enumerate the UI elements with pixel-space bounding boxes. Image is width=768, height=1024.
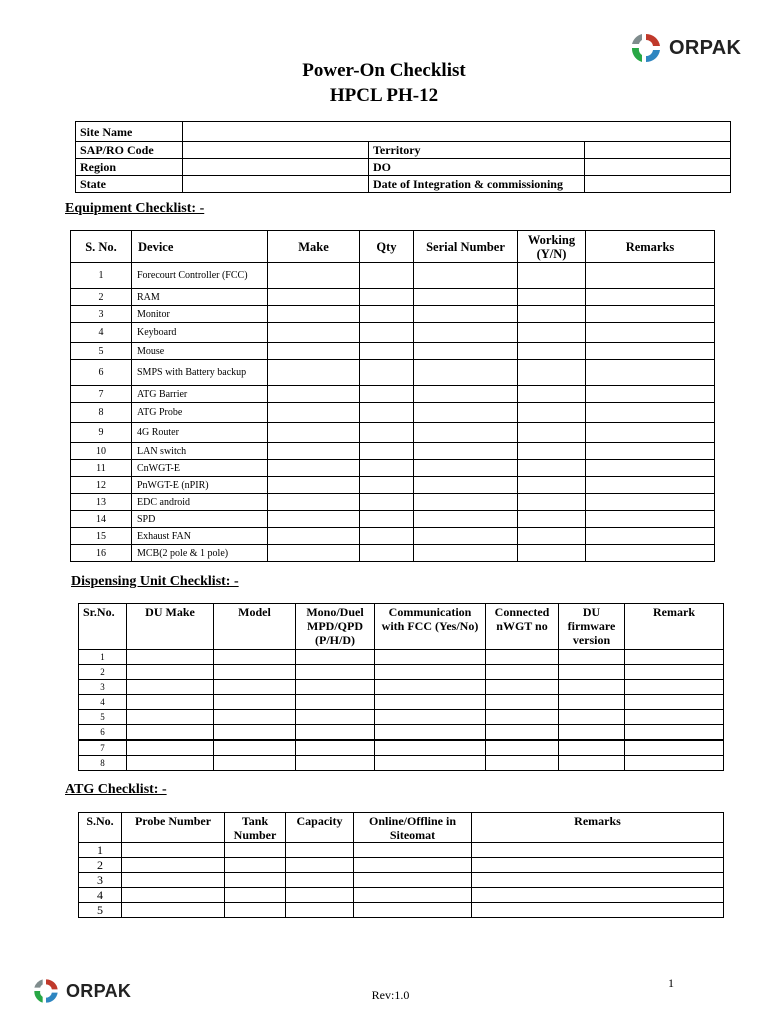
- logo-text: ORPAK: [669, 36, 742, 59]
- du-mono-cell[interactable]: [296, 680, 375, 695]
- eq-remarks-cell[interactable]: [586, 403, 715, 423]
- eq-col-remarks: Remarks: [586, 231, 715, 263]
- eq-serial-cell[interactable]: [414, 289, 518, 306]
- eq-remarks-cell[interactable]: [586, 323, 715, 343]
- du-mono-cell[interactable]: [296, 650, 375, 665]
- atg-table: [78, 812, 724, 918]
- du-make-cell[interactable]: [127, 725, 214, 741]
- du-communication-cell[interactable]: [375, 756, 486, 771]
- eq-sno-cell: 14: [71, 511, 132, 528]
- du-model-cell[interactable]: [214, 756, 296, 771]
- du-make-cell[interactable]: [127, 665, 214, 680]
- eq-make-cell[interactable]: [268, 545, 360, 562]
- eq-serial-cell[interactable]: [414, 423, 518, 443]
- site-info-table: [75, 121, 731, 193]
- eq-serial-cell[interactable]: [414, 386, 518, 403]
- du-col-remark: Remark: [625, 604, 724, 650]
- du-remark-cell[interactable]: [625, 756, 724, 771]
- du-remark-cell[interactable]: [625, 710, 724, 725]
- territory-label: Territory: [369, 142, 585, 159]
- du-nwgt-cell[interactable]: [486, 756, 559, 771]
- du-model-cell[interactable]: [214, 665, 296, 680]
- atg-tank-cell[interactable]: [225, 903, 286, 918]
- du-mono-cell[interactable]: [296, 710, 375, 725]
- eq-sno-cell: 12: [71, 477, 132, 494]
- atg-remarks-cell[interactable]: [472, 843, 724, 858]
- eq-make-cell[interactable]: [268, 528, 360, 545]
- eq-make-cell[interactable]: [268, 511, 360, 528]
- eq-device-cell: Monitor: [132, 306, 268, 323]
- eq-working-cell[interactable]: [518, 477, 586, 494]
- eq-qty-cell[interactable]: [360, 528, 414, 545]
- sap-ro-code-label: SAP/RO Code: [76, 142, 183, 159]
- du-model-cell[interactable]: [214, 650, 296, 665]
- table-row: [79, 665, 724, 680]
- atg-remarks-cell[interactable]: [472, 858, 724, 873]
- du-mono-cell[interactable]: [296, 740, 375, 756]
- eq-remarks-cell[interactable]: [586, 386, 715, 403]
- revision-label: Rev:1.0: [371, 988, 410, 1002]
- eq-sno-cell: 11: [71, 460, 132, 477]
- eq-qty-cell[interactable]: [360, 477, 414, 494]
- eq-col-serial: Serial Number: [414, 231, 518, 263]
- atg-probe-cell[interactable]: [122, 888, 225, 903]
- atg-tank-cell[interactable]: [225, 843, 286, 858]
- eq-serial-cell[interactable]: [414, 528, 518, 545]
- do-value[interactable]: [585, 159, 731, 176]
- eq-remarks-cell[interactable]: [586, 511, 715, 528]
- site-name-value[interactable]: [183, 122, 731, 142]
- atg-sno-cell: 2: [79, 858, 122, 873]
- eq-working-cell[interactable]: [518, 460, 586, 477]
- table-row: [71, 289, 715, 306]
- eq-sno-cell: 5: [71, 343, 132, 360]
- table-row: [79, 650, 724, 665]
- eq-sno-cell: 4: [71, 323, 132, 343]
- atg-probe-cell[interactable]: [122, 858, 225, 873]
- du-make-cell[interactable]: [127, 756, 214, 771]
- eq-serial-cell[interactable]: [414, 263, 518, 289]
- du-model-cell[interactable]: [214, 695, 296, 710]
- table-row: [71, 360, 715, 386]
- eq-make-cell[interactable]: [268, 423, 360, 443]
- eq-qty-cell[interactable]: [360, 423, 414, 443]
- du-model-cell[interactable]: [214, 710, 296, 725]
- eq-qty-cell[interactable]: [360, 494, 414, 511]
- eq-remarks-cell[interactable]: [586, 343, 715, 360]
- table-row: [71, 343, 715, 360]
- eq-make-cell[interactable]: [268, 343, 360, 360]
- eq-qty-cell[interactable]: [360, 306, 414, 323]
- table-row: [71, 423, 715, 443]
- atg-capacity-cell[interactable]: [286, 858, 354, 873]
- eq-serial-cell[interactable]: [414, 545, 518, 562]
- du-col-nwgt: Connected nWGT no: [486, 604, 559, 650]
- du-communication-cell[interactable]: [375, 665, 486, 680]
- eq-serial-cell[interactable]: [414, 323, 518, 343]
- eq-remarks-cell[interactable]: [586, 306, 715, 323]
- eq-serial-cell[interactable]: [414, 343, 518, 360]
- equipment-table: [70, 230, 715, 562]
- du-make-cell[interactable]: [127, 680, 214, 695]
- atg-online-cell[interactable]: [354, 888, 472, 903]
- du-nwgt-cell[interactable]: [486, 725, 559, 741]
- eq-make-cell[interactable]: [268, 477, 360, 494]
- eq-working-cell[interactable]: [518, 494, 586, 511]
- eq-serial-cell[interactable]: [414, 403, 518, 423]
- eq-device-cell: Mouse: [132, 343, 268, 360]
- region-label: Region: [76, 159, 183, 176]
- eq-qty-cell[interactable]: [360, 545, 414, 562]
- atg-online-cell[interactable]: [354, 858, 472, 873]
- atg-tank-cell[interactable]: [225, 873, 286, 888]
- du-make-cell[interactable]: [127, 695, 214, 710]
- du-make-cell[interactable]: [127, 740, 214, 756]
- atg-capacity-cell[interactable]: [286, 843, 354, 858]
- eq-device-cell: Keyboard: [132, 323, 268, 343]
- eq-sno-cell: 6: [71, 360, 132, 386]
- du-col-model: Model: [214, 604, 296, 650]
- table-row: [71, 460, 715, 477]
- du-remark-cell[interactable]: [625, 695, 724, 710]
- du-model-cell[interactable]: [214, 725, 296, 741]
- du-col-firmware: DU firmware version: [559, 604, 625, 650]
- eq-serial-cell[interactable]: [414, 360, 518, 386]
- du-nwgt-cell[interactable]: [486, 695, 559, 710]
- du-communication-cell[interactable]: [375, 680, 486, 695]
- eq-make-cell[interactable]: [268, 460, 360, 477]
- state-value[interactable]: [183, 176, 369, 193]
- du-firmware-cell[interactable]: [559, 680, 625, 695]
- du-mono-cell[interactable]: [296, 665, 375, 680]
- table-row: [71, 403, 715, 423]
- atg-col-sno: S.No.: [79, 813, 122, 843]
- atg-remarks-cell[interactable]: [472, 903, 724, 918]
- eq-col-make: Make: [268, 231, 360, 263]
- atg-online-cell[interactable]: [354, 903, 472, 918]
- eq-device-cell: MCB(2 pole & 1 pole): [132, 545, 268, 562]
- do-label: DO: [369, 159, 585, 176]
- eq-serial-cell[interactable]: [414, 511, 518, 528]
- du-communication-cell[interactable]: [375, 650, 486, 665]
- atg-probe-cell[interactable]: [122, 903, 225, 918]
- atg-probe-cell[interactable]: [122, 843, 225, 858]
- eq-working-cell[interactable]: [518, 360, 586, 386]
- du-mono-cell[interactable]: [296, 695, 375, 710]
- atg-probe-cell[interactable]: [122, 873, 225, 888]
- equipment-heading: Equipment Checklist: -: [65, 201, 205, 216]
- du-firmware-cell[interactable]: [559, 665, 625, 680]
- table-row: [71, 323, 715, 343]
- eq-make-cell[interactable]: [268, 403, 360, 423]
- eq-qty-cell[interactable]: [360, 289, 414, 306]
- eq-remarks-cell[interactable]: [586, 289, 715, 306]
- table-row: [71, 511, 715, 528]
- eq-serial-cell[interactable]: [414, 306, 518, 323]
- table-row: [79, 756, 724, 771]
- eq-device-cell: EDC android: [132, 494, 268, 511]
- atg-col-capacity: Capacity: [286, 813, 354, 843]
- eq-device-cell: Forecourt Controller (FCC): [132, 263, 268, 289]
- date-integration-value[interactable]: [585, 176, 731, 193]
- eq-remarks-cell[interactable]: [586, 423, 715, 443]
- du-nwgt-cell[interactable]: [486, 650, 559, 665]
- eq-qty-cell[interactable]: [360, 360, 414, 386]
- du-firmware-cell[interactable]: [559, 740, 625, 756]
- region-value[interactable]: [183, 159, 369, 176]
- du-col-srno: Sr.No.: [79, 604, 127, 650]
- du-nwgt-cell[interactable]: [486, 740, 559, 756]
- eq-sno-cell: 3: [71, 306, 132, 323]
- eq-make-cell[interactable]: [268, 494, 360, 511]
- eq-device-cell: SMPS with Battery backup: [132, 360, 268, 386]
- du-firmware-cell[interactable]: [559, 695, 625, 710]
- table-row: [71, 477, 715, 494]
- eq-col-working: Working (Y/N): [518, 231, 586, 263]
- du-srno-cell: 8: [79, 756, 127, 771]
- eq-make-cell[interactable]: [268, 263, 360, 289]
- du-communication-cell[interactable]: [375, 695, 486, 710]
- eq-device-cell: PnWGT-E (nPIR): [132, 477, 268, 494]
- eq-make-cell[interactable]: [268, 306, 360, 323]
- du-communication-cell[interactable]: [375, 740, 486, 756]
- eq-remarks-cell[interactable]: [586, 545, 715, 562]
- eq-qty-cell[interactable]: [360, 386, 414, 403]
- eq-sno-cell: 15: [71, 528, 132, 545]
- site-name-label: Site Name: [76, 122, 183, 142]
- territory-value[interactable]: [585, 142, 731, 159]
- table-row: [79, 740, 724, 756]
- atg-online-cell[interactable]: [354, 843, 472, 858]
- eq-qty-cell[interactable]: [360, 443, 414, 460]
- atg-online-cell[interactable]: [354, 873, 472, 888]
- eq-serial-cell[interactable]: [414, 494, 518, 511]
- eq-serial-cell[interactable]: [414, 460, 518, 477]
- eq-device-cell: ATG Barrier: [132, 386, 268, 403]
- dispensing-heading: Dispensing Unit Checklist: -: [71, 574, 239, 589]
- eq-working-cell[interactable]: [518, 443, 586, 460]
- table-row: [79, 888, 724, 903]
- du-communication-cell[interactable]: [375, 725, 486, 741]
- eq-qty-cell[interactable]: [360, 460, 414, 477]
- eq-remarks-cell[interactable]: [586, 263, 715, 289]
- table-row: [79, 710, 724, 725]
- eq-remarks-cell[interactable]: [586, 460, 715, 477]
- document-subtitle: HPCL PH-12: [329, 85, 439, 106]
- eq-remarks-cell[interactable]: [586, 494, 715, 511]
- eq-sno-cell: 1: [71, 263, 132, 289]
- du-firmware-cell[interactable]: [559, 725, 625, 741]
- eq-working-cell[interactable]: [518, 423, 586, 443]
- eq-working-cell[interactable]: [518, 386, 586, 403]
- du-mono-cell[interactable]: [296, 756, 375, 771]
- du-remark-cell[interactable]: [625, 725, 724, 741]
- atg-sno-cell: 4: [79, 888, 122, 903]
- eq-working-cell[interactable]: [518, 528, 586, 545]
- du-remark-cell[interactable]: [625, 650, 724, 665]
- logo-text: ORPAK: [66, 980, 132, 1001]
- du-make-cell[interactable]: [127, 650, 214, 665]
- state-label: State: [76, 176, 183, 193]
- atg-tank-cell[interactable]: [225, 888, 286, 903]
- eq-working-cell[interactable]: [518, 323, 586, 343]
- eq-sno-cell: 13: [71, 494, 132, 511]
- eq-device-cell: RAM: [132, 289, 268, 306]
- eq-qty-cell[interactable]: [360, 263, 414, 289]
- du-remark-cell[interactable]: [625, 665, 724, 680]
- eq-sno-cell: 2: [71, 289, 132, 306]
- eq-device-cell: Exhaust FAN: [132, 528, 268, 545]
- eq-serial-cell[interactable]: [414, 443, 518, 460]
- du-remark-cell[interactable]: [625, 740, 724, 756]
- eq-device-cell: CnWGT-E: [132, 460, 268, 477]
- atg-col-online: Online/Offline in Siteomat: [354, 813, 472, 843]
- atg-sno-cell: 3: [79, 873, 122, 888]
- table-row: [79, 680, 724, 695]
- eq-qty-cell[interactable]: [360, 403, 414, 423]
- eq-make-cell[interactable]: [268, 386, 360, 403]
- du-model-cell[interactable]: [214, 740, 296, 756]
- eq-qty-cell[interactable]: [360, 511, 414, 528]
- eq-qty-cell[interactable]: [360, 343, 414, 360]
- du-mono-cell[interactable]: [296, 725, 375, 741]
- table-row: [79, 858, 724, 873]
- du-nwgt-cell[interactable]: [486, 680, 559, 695]
- du-make-cell[interactable]: [127, 710, 214, 725]
- du-firmware-cell[interactable]: [559, 650, 625, 665]
- du-col-make: DU Make: [127, 604, 214, 650]
- du-srno-cell: 7: [79, 740, 127, 756]
- atg-capacity-cell[interactable]: [286, 903, 354, 918]
- du-srno-cell: 1: [79, 650, 127, 665]
- eq-working-cell[interactable]: [518, 511, 586, 528]
- eq-working-cell[interactable]: [518, 545, 586, 562]
- eq-sno-cell: 8: [71, 403, 132, 423]
- eq-col-qty: Qty: [360, 231, 414, 263]
- eq-remarks-cell[interactable]: [586, 443, 715, 460]
- du-col-mono: Mono/Duel MPD/QPD (P/H/D): [296, 604, 375, 650]
- eq-make-cell[interactable]: [268, 289, 360, 306]
- eq-working-cell[interactable]: [518, 263, 586, 289]
- eq-working-cell[interactable]: [518, 306, 586, 323]
- du-srno-cell: 5: [79, 710, 127, 725]
- du-col-communication: Communication with FCC (Yes/No): [375, 604, 486, 650]
- du-communication-cell[interactable]: [375, 710, 486, 725]
- eq-col-device: Device: [132, 231, 268, 263]
- atg-capacity-cell[interactable]: [286, 888, 354, 903]
- sap-ro-code-value[interactable]: [183, 142, 369, 159]
- du-firmware-cell[interactable]: [559, 710, 625, 725]
- atg-col-remarks: Remarks: [472, 813, 724, 843]
- eq-device-cell: SPD: [132, 511, 268, 528]
- eq-qty-cell[interactable]: [360, 323, 414, 343]
- atg-sno-cell: 5: [79, 903, 122, 918]
- du-model-cell[interactable]: [214, 680, 296, 695]
- du-firmware-cell[interactable]: [559, 756, 625, 771]
- table-row: [79, 873, 724, 888]
- eq-sno-cell: 16: [71, 545, 132, 562]
- eq-sno-cell: 7: [71, 386, 132, 403]
- eq-working-cell[interactable]: [518, 403, 586, 423]
- table-row: [71, 545, 715, 562]
- atg-remarks-cell[interactable]: [472, 888, 724, 903]
- atg-heading: ATG Checklist: -: [65, 782, 167, 797]
- du-nwgt-cell[interactable]: [486, 710, 559, 725]
- eq-device-cell: ATG Probe: [132, 403, 268, 423]
- atg-capacity-cell[interactable]: [286, 873, 354, 888]
- table-row: [79, 695, 724, 710]
- du-nwgt-cell[interactable]: [486, 665, 559, 680]
- eq-sno-cell: 10: [71, 443, 132, 460]
- page-number: 1: [668, 976, 674, 990]
- du-srno-cell: 3: [79, 680, 127, 695]
- document-title: Power-On Checklist: [302, 60, 466, 81]
- eq-serial-cell[interactable]: [414, 477, 518, 494]
- table-row: [79, 903, 724, 918]
- du-srno-cell: 4: [79, 695, 127, 710]
- eq-col-sno: S. No.: [71, 231, 132, 263]
- atg-sno-cell: 1: [79, 843, 122, 858]
- table-row: [79, 725, 724, 741]
- atg-remarks-cell[interactable]: [472, 873, 724, 888]
- table-row: [71, 306, 715, 323]
- eq-remarks-cell[interactable]: [586, 528, 715, 545]
- table-row: [79, 843, 724, 858]
- du-remark-cell[interactable]: [625, 680, 724, 695]
- eq-make-cell[interactable]: [268, 360, 360, 386]
- eq-make-cell[interactable]: [268, 443, 360, 460]
- eq-remarks-cell[interactable]: [586, 477, 715, 494]
- table-row: [71, 528, 715, 545]
- table-row: [71, 386, 715, 403]
- eq-working-cell[interactable]: [518, 343, 586, 360]
- date-integration-label: Date of Integration & commissioning: [369, 176, 585, 193]
- dispensing-table: [78, 603, 724, 771]
- eq-sno-cell: 9: [71, 423, 132, 443]
- atg-col-tank: Tank Number: [225, 813, 286, 843]
- table-row: [71, 443, 715, 460]
- eq-make-cell[interactable]: [268, 323, 360, 343]
- table-row: [71, 263, 715, 289]
- du-srno-cell: 6: [79, 725, 127, 741]
- eq-remarks-cell[interactable]: [586, 360, 715, 386]
- eq-device-cell: LAN switch: [132, 443, 268, 460]
- table-row: [71, 494, 715, 511]
- eq-device-cell: 4G Router: [132, 423, 268, 443]
- eq-working-cell[interactable]: [518, 289, 586, 306]
- du-srno-cell: 2: [79, 665, 127, 680]
- atg-col-probe: Probe Number: [122, 813, 225, 843]
- atg-tank-cell[interactable]: [225, 858, 286, 873]
